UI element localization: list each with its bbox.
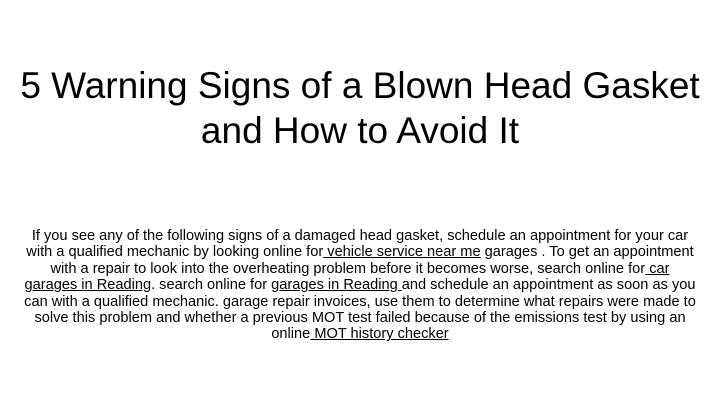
- paragraph-text-3: . search online for: [151, 277, 272, 294]
- paragraph-text-2: garages . To get an appointment with a repair to look into the overheating problem before it becomes worse, search online for: [50, 244, 694, 277]
- car-garages-reading-link[interactable]: car garages in Reading: [24, 260, 670, 294]
- mot-history-checker-link[interactable]: MOT history checker: [310, 326, 449, 343]
- garages-reading-link[interactable]: garages in Reading: [271, 277, 402, 294]
- slide-title: 5 Warning Signs of a Blown Head Gasket and How to Avoid It: [20, 65, 700, 151]
- paragraph-text-1: If you see any of the following signs of a damaged head gasket, schedule an appointment for your car with a qualified mechanic by looking online for: [26, 228, 689, 261]
- vehicle-service-link[interactable]: vehicle service near me: [323, 244, 481, 261]
- paragraph-text-4: and schedule an appointment as soon as you can with a qualified mechanic. garage repair invoices, use them to determine what repairs were made to solve this problem and whether a previous MOT test failed because of the emissions test by using an online: [24, 277, 696, 343]
- body-paragraph: [24, 228, 696, 343]
